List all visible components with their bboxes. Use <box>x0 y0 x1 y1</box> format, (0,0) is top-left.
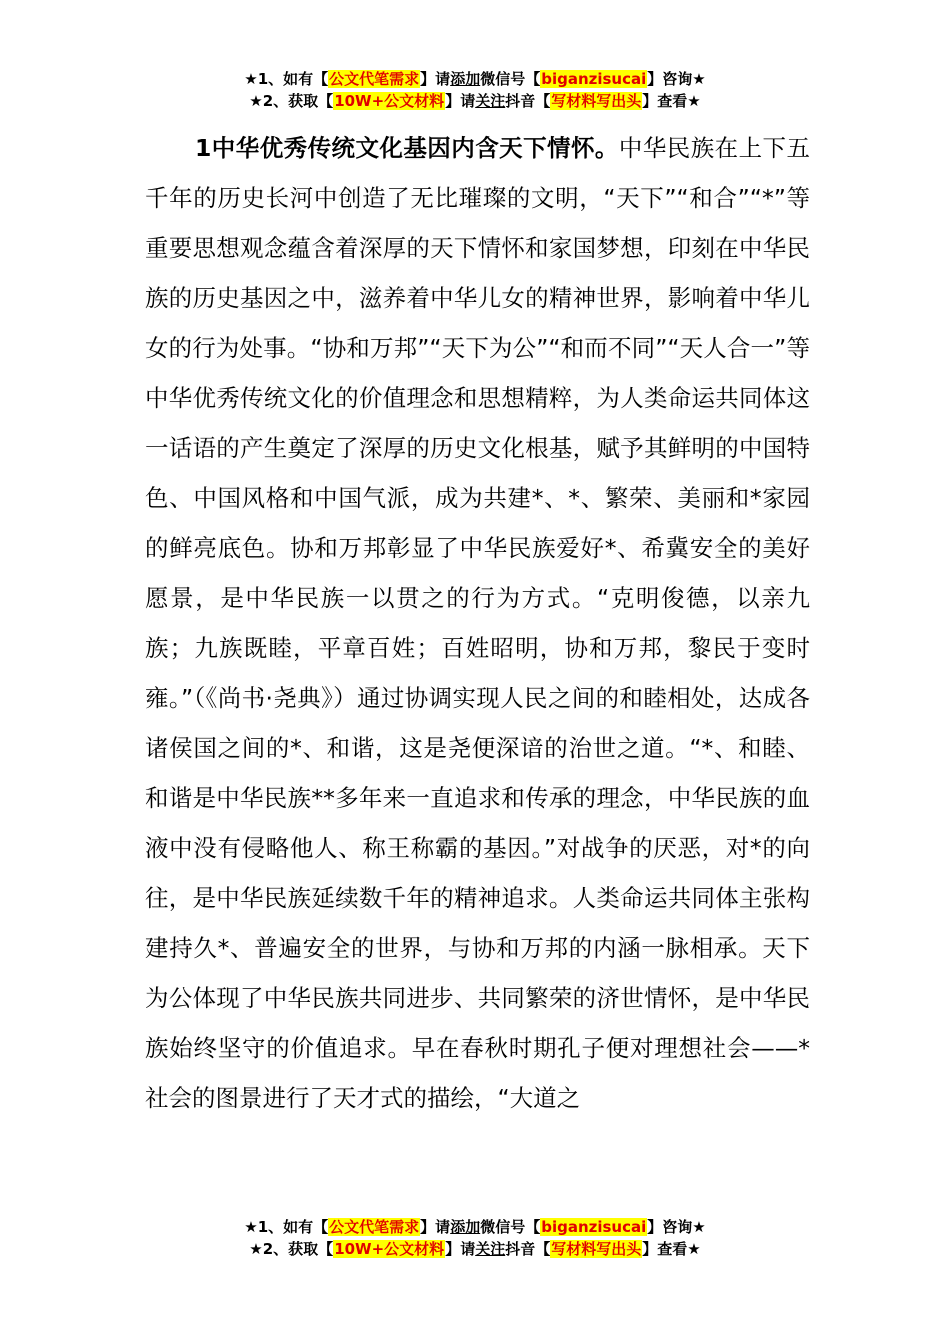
body-paragraph <box>145 123 810 1123</box>
document-body <box>145 123 810 1123</box>
banner-text: 微信号【 <box>480 1218 541 1236</box>
banner-text: 】请 <box>445 92 476 110</box>
banner-highlight-douyin: 写材料写出头 <box>551 92 642 110</box>
banner-underlined: 关注 <box>475 1240 506 1258</box>
banner-line-1 <box>0 68 950 90</box>
banner-underlined: 添加 <box>450 1218 481 1236</box>
banner-text: 】请 <box>445 1240 476 1258</box>
banner-highlight: 10W+公文材料 <box>334 1240 445 1258</box>
banner-line-2 <box>0 90 950 112</box>
banner-line-2 <box>0 1238 950 1260</box>
banner-line-1 <box>0 1216 950 1238</box>
banner-underlined: 添加 <box>450 70 481 88</box>
banner-highlight-wechat: biganzisucai <box>541 1218 647 1236</box>
banner-text: ★1、如有【 <box>244 70 329 88</box>
banner-highlight: 公文代笔需求 <box>329 70 420 88</box>
banner-text: 】查看★ <box>642 92 701 110</box>
banner-highlight: 10W+公文材料 <box>334 92 445 110</box>
paragraph-heading: 1中华优秀传统文化基因内含天下情怀。 <box>195 134 619 162</box>
banner-text: ★1、如有【 <box>244 1218 329 1236</box>
banner-text: 】请 <box>420 70 451 88</box>
paragraph-text: 中华民族在上下五千年的历史长河中创造了无比璀璨的文明，“天下”“和合”“*”等重要思想观念蕴含着深厚的天下情怀和家国梦想，印刻在中华民族的历史基因之中，滋养着中华儿女的精神世界，影响着中华儿女的行为处事。“协和万邦”“天下为公”“和而不同”“天人合一”等中华优秀传统文化的价值理念和思想精粹，为人类命运共同体这一话语的产生奠定了深厚的历史文化根基，赋予其鲜明的中国特色、中国风格和中国气派，成为共建*、*、繁荣、美丽和*家园的鲜亮底色。协和万邦彰显了中华民族爱好*、希冀安全的美好愿景，是中华民族一以贯之的行为方式。“克明俊德，以亲九族；九族既睦，平章百姓；百姓昭明，协和万邦，黎民于变时雍。”（《尚书·尧典》）通过协调实现人民之间的和睦相处，达成各诸侯国之间的*、和谐，这是尧便深谙的治世之道。“*、和睦、和谐是中华民族**多年来一直追求和传承的理念，中华民族的血液中没有侵略他人、称王称霸的基因。”对战争的厌恶，对*的向往，是中华民族延续数千年的精神追求。人类命运共同体主张构建持久*、普遍安全的世界，与协和万邦的内涵一脉相承。天下为公体现了中华民族共同进步、共同繁荣的济世情怀，是中华民族始终坚守的价值追求。早在春秋时期孔子便对理想社会——*社会的图景进行了天才式的描绘，“大道之 <box>145 134 810 1112</box>
header-banner <box>0 68 950 112</box>
banner-text: 抖音【 <box>505 1240 551 1258</box>
banner-text: 微信号【 <box>480 70 541 88</box>
banner-text: 抖音【 <box>505 92 551 110</box>
banner-text: 】请 <box>420 1218 451 1236</box>
banner-highlight-wechat: biganzisucai <box>541 70 647 88</box>
banner-highlight-douyin: 写材料写出头 <box>551 1240 642 1258</box>
banner-highlight: 公文代笔需求 <box>329 1218 420 1236</box>
footer-banner <box>0 1216 950 1260</box>
banner-text: 】咨询★ <box>647 70 706 88</box>
banner-underlined: 关注 <box>475 92 506 110</box>
banner-text: ★2、获取【 <box>249 1240 334 1258</box>
banner-text: ★2、获取【 <box>249 92 334 110</box>
banner-text: 】查看★ <box>642 1240 701 1258</box>
banner-text: 】咨询★ <box>647 1218 706 1236</box>
